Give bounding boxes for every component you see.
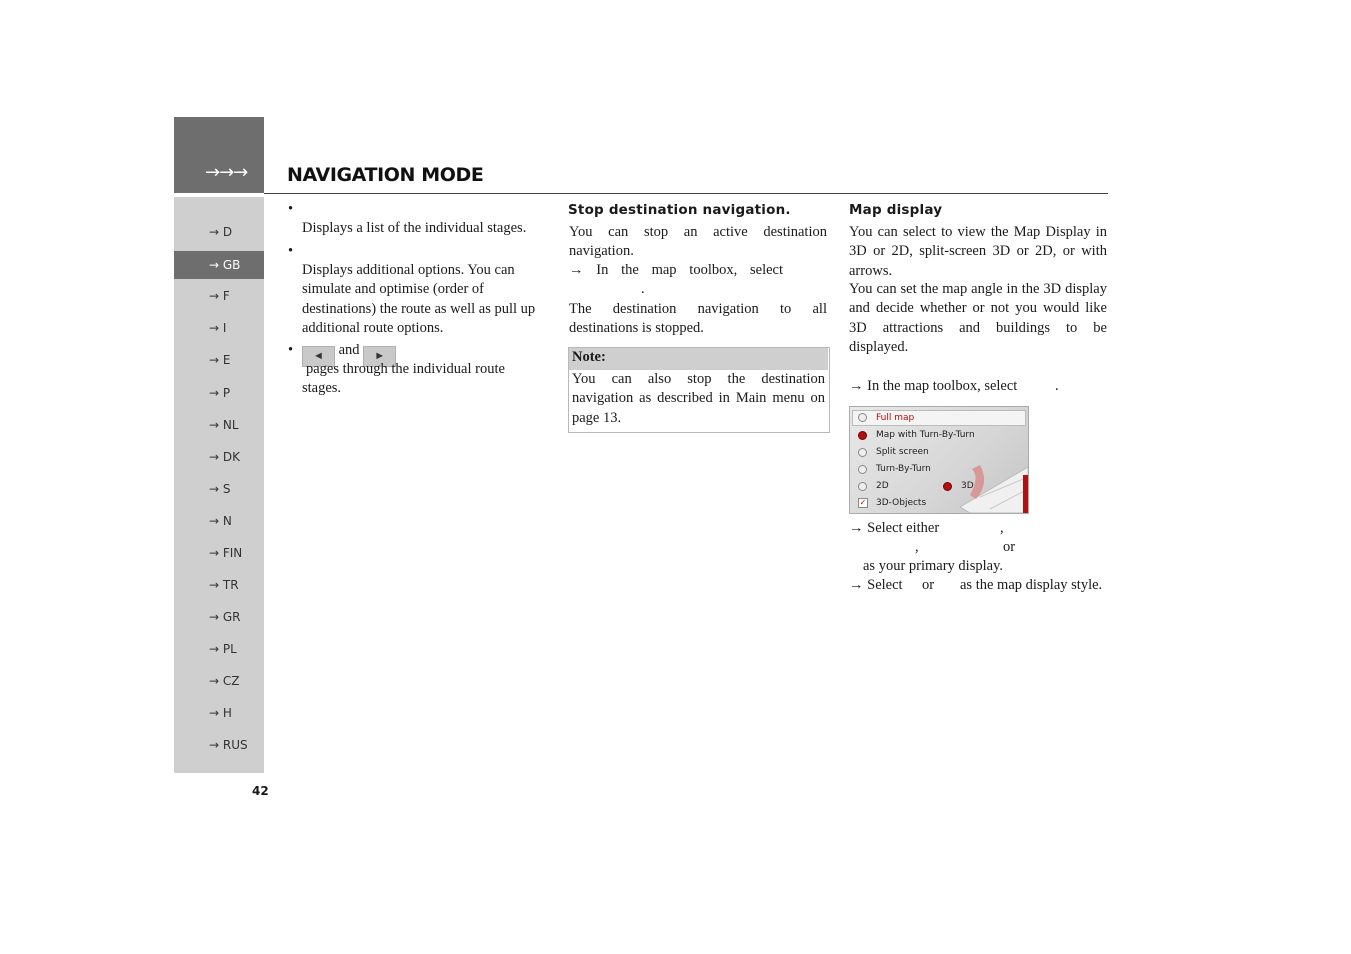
option-3d[interactable]: 3D — [961, 481, 974, 491]
map-display-step-2-comma-1: , — [1000, 520, 1004, 536]
sidebar-item-pl[interactable]: → PL — [209, 642, 237, 656]
sidebar-item-f[interactable]: → F — [209, 289, 230, 303]
header-arrows: →→→ — [205, 162, 248, 183]
note-title: Note: — [572, 349, 606, 365]
sidebar-item-tr[interactable]: → TR — [209, 578, 239, 592]
sidebar-item-e[interactable]: → E — [209, 353, 231, 367]
sidebar-item-cz[interactable]: → CZ — [209, 674, 240, 688]
3d-objects-checkbox-icon[interactable]: ✓ — [859, 498, 867, 507]
bullet-1-text: Displays a list of the individual stages. — [302, 220, 527, 236]
bullet-2-marker: • — [288, 243, 294, 259]
map-display-step-1-end: . — [1055, 378, 1059, 394]
sidebar-item-d[interactable]: → D — [209, 225, 233, 239]
note-header — [569, 348, 828, 370]
sidebar-item-fin[interactable]: → FIN — [209, 546, 243, 560]
map-display-menu — [849, 406, 1029, 514]
map-display-step-3-or: or — [922, 577, 935, 593]
2d-radio[interactable] — [858, 482, 867, 491]
note-text: You can also stop the destination navigation as described in Main menu on page 13. — [572, 371, 825, 426]
menu-item-split-screen[interactable]: Split screen — [876, 447, 929, 457]
stop-navigation-step-end: . — [641, 281, 645, 297]
option-3d-objects[interactable]: 3D-Objects — [876, 498, 927, 508]
bullet-1-marker: • — [288, 201, 294, 217]
sidebar-item-s[interactable]: → S — [209, 482, 231, 496]
map-display-step-2: → Select either — [849, 520, 940, 536]
map-display-heading: Map display — [849, 202, 943, 218]
stop-navigation-intro: You can stop an active destination navigation. — [569, 224, 827, 260]
menu-item-full-map[interactable]: Full map — [876, 413, 915, 423]
map-display-step-1: → In the map toolbox, select — [849, 378, 1018, 394]
sidebar-item-gr[interactable]: → GR — [209, 610, 241, 624]
sidebar-item-gb[interactable]: → GB — [174, 251, 264, 279]
split-screen-radio[interactable] — [858, 448, 867, 457]
previous-stage-button[interactable]: ◄ — [302, 346, 335, 367]
bullet-3-marker: • — [288, 342, 294, 358]
map-display-angle-text: You can set the map angle in the 3D display and decide whether or not you would like 3D attractions and buildings to be displayed. — [849, 281, 1107, 355]
language-sidebar — [174, 197, 264, 773]
sidebar-item-i[interactable]: → I — [209, 321, 227, 335]
map-display-step-3-end: as the map display style. — [960, 577, 1103, 593]
full-map-radio[interactable] — [858, 413, 867, 422]
sidebar-item-rus[interactable]: → RUS — [209, 738, 248, 752]
turn-by-turn-map-radio[interactable] — [858, 431, 867, 440]
next-stage-button[interactable]: ► — [363, 346, 396, 367]
menu-item-turn-by-turn[interactable]: Turn-By-Turn — [876, 464, 931, 474]
menu-item-map-turn-by-turn[interactable]: Map with Turn-By-Turn — [876, 430, 975, 440]
3d-radio[interactable] — [943, 482, 952, 491]
map-display-step-3: → Select — [849, 577, 903, 593]
sidebar-item-h[interactable]: → H — [209, 706, 232, 720]
sidebar-item-nl[interactable]: → NL — [209, 418, 239, 432]
header-rule — [264, 193, 1108, 194]
sidebar-item-p[interactable]: → P — [209, 386, 231, 400]
sidebar-item-dk[interactable]: → DK — [209, 450, 240, 464]
stop-navigation-step: → In the map toolbox, select — [569, 262, 783, 278]
map-display-intro: You can select to view the Map Display in 3D or 2D, split-screen 3D or 2D, or with arrows. — [849, 224, 1107, 279]
bullet-2-text: Displays additional options. You can simulate and optimise (order of destinations) the route as well as pull up additional route options. — [302, 262, 536, 336]
page-number: 42 — [252, 784, 269, 798]
map-display-step-2-or: or — [1003, 539, 1016, 555]
sidebar-item-n[interactable]: → N — [209, 514, 232, 528]
stop-navigation-result: The destination navigation to all destinations is stopped. — [569, 301, 827, 337]
option-2d[interactable]: 2D — [876, 481, 889, 491]
map-display-step-2-comma-2: , — [915, 539, 919, 555]
bullet-3-text: pages through the individual route stages. — [302, 361, 505, 397]
page-title: NAVIGATION MODE — [287, 164, 484, 186]
stop-navigation-heading: Stop destination navigation. — [568, 202, 791, 218]
and-text: and — [338, 342, 360, 358]
map-display-step-2-end: as your primary display. — [863, 558, 1004, 574]
turn-by-turn-radio[interactable] — [858, 465, 867, 474]
